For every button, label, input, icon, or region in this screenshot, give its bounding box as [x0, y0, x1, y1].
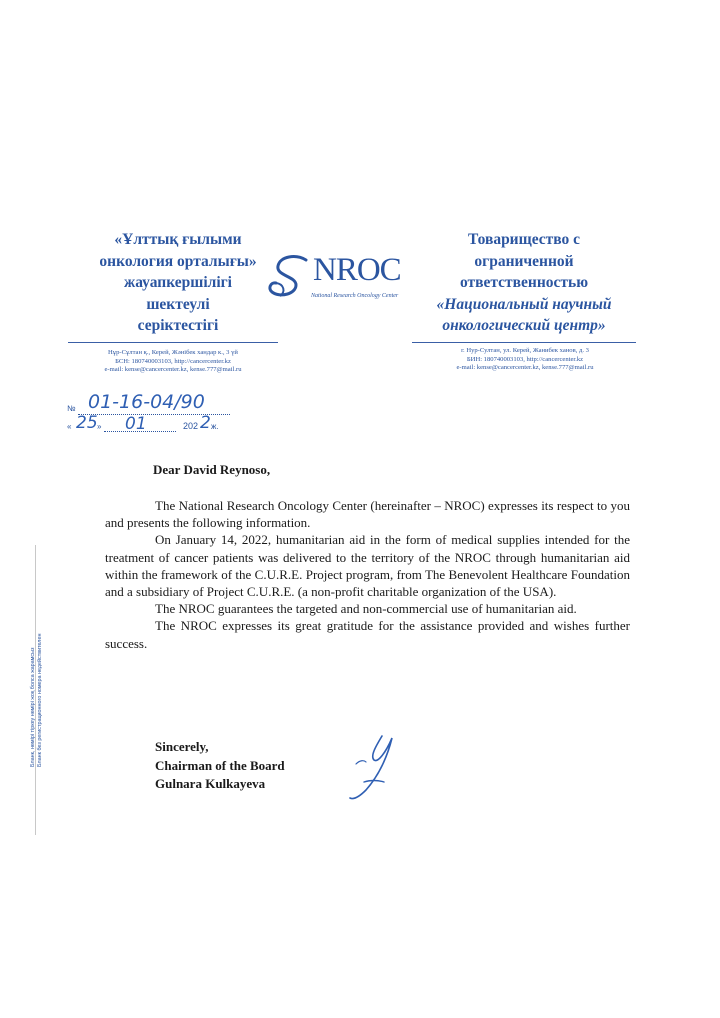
address-kz-line: e-mail: kense@cancercenter.kz, kense.777@mail.ru — [104, 366, 242, 374]
closing-line: Gulnara Kulkayeva — [155, 776, 266, 791]
reg-date-year-suffix: 2 — [200, 413, 211, 433]
reg-date-suffix: ж. — [211, 422, 219, 431]
org-name-kz-line: жауапкершілігі — [123, 274, 232, 291]
closing-line: Sincerely, — [155, 739, 209, 754]
address-ru-line: e-mail: kense@cancercenter.kz, kense.777@mail.ru — [456, 364, 594, 372]
address-ru-line: БИН: 180740003103, http://cancercenter.kz — [466, 355, 584, 363]
org-name-ru-line: ограниченной — [474, 252, 574, 270]
reg-number-label: № — [67, 404, 76, 413]
org-name-kz-line: «Ұлттық ғылыми — [114, 231, 242, 248]
letter-body — [105, 497, 630, 652]
reg-number-value: 01-16-04/90 — [88, 391, 205, 413]
reg-date-year-prefix: 202 — [183, 421, 199, 431]
address-kz-line: БСН: 180740003103, http://cancercenter.kz — [115, 357, 231, 365]
address-kz — [66, 349, 280, 375]
logo-subtitle: National Research Oncology Center — [311, 293, 399, 299]
letterhead-divider-right — [412, 342, 636, 343]
closing-line: Chairman of the Board — [155, 757, 285, 773]
org-name-ru-line: «Национальный научный — [436, 295, 612, 313]
body-paragraph: On January 14, 2022, humanitarian aid in the form of medical supplies intended for the treatment of cancer patients was delivered to the territory of the NROC through humanitarian aid within the framework of the C.U.R.E. Project program, from The Benevolent Healthcare Foundation and a subsidiary of Project C.U.R.E. (a non-profit charitable organization of the USA). — [105, 532, 630, 600]
logo-text: NROC — [313, 252, 401, 288]
org-name-ru-line: онкологический центр» — [442, 317, 606, 334]
reg-date-day: 25 — [76, 413, 98, 433]
body-paragraph: The NROC expresses its great gratitude for the assistance provided and wishes further success. — [105, 618, 630, 651]
org-name-kz-line: онкология орталығы» — [99, 252, 257, 270]
reg-date-month: 01 — [125, 414, 147, 434]
body-paragraph: The National Research Oncology Center (hereinafter – NROC) expresses its respect to you and presents the following information. — [105, 498, 630, 531]
address-ru-line: г. Нур-Султан, ул. Керей, Жанибек ханов, д. 3 — [461, 347, 589, 354]
sidebar-note-line: Бланк, нөмірі тіркеу нөмірі жоқ болса жарамсыз — [30, 647, 36, 767]
org-name-ru — [414, 229, 634, 337]
address-kz-line: Нұр-Сұлтан қ., Керей, Жәнібек хандар к., 3 үй — [108, 349, 238, 356]
org-name-kz — [72, 229, 284, 337]
org-name-kz-line: шектеулі — [146, 295, 210, 313]
reg-date-open-quote: « — [67, 422, 72, 431]
org-name-kz-line: серіктестігі — [137, 317, 219, 334]
signature-icon — [330, 730, 410, 802]
salutation: Dear David Reynoso, — [153, 462, 271, 477]
logo-mark-icon — [266, 252, 316, 302]
org-name-ru-line: ответственностью — [459, 274, 589, 291]
org-name-ru-line: Товарищество с — [467, 231, 581, 248]
address-ru — [412, 347, 638, 373]
sidebar-note-line: Бланк без регистрационного номера недействителен — [37, 633, 43, 767]
reg-date-close-quote: » — [97, 422, 102, 431]
sidebar-note — [30, 634, 44, 767]
closing-block — [155, 738, 285, 794]
body-paragraph: The NROC guarantees the targeted and non-commercial use of humanitarian aid. — [155, 601, 577, 617]
letterhead-divider-left — [68, 342, 278, 343]
